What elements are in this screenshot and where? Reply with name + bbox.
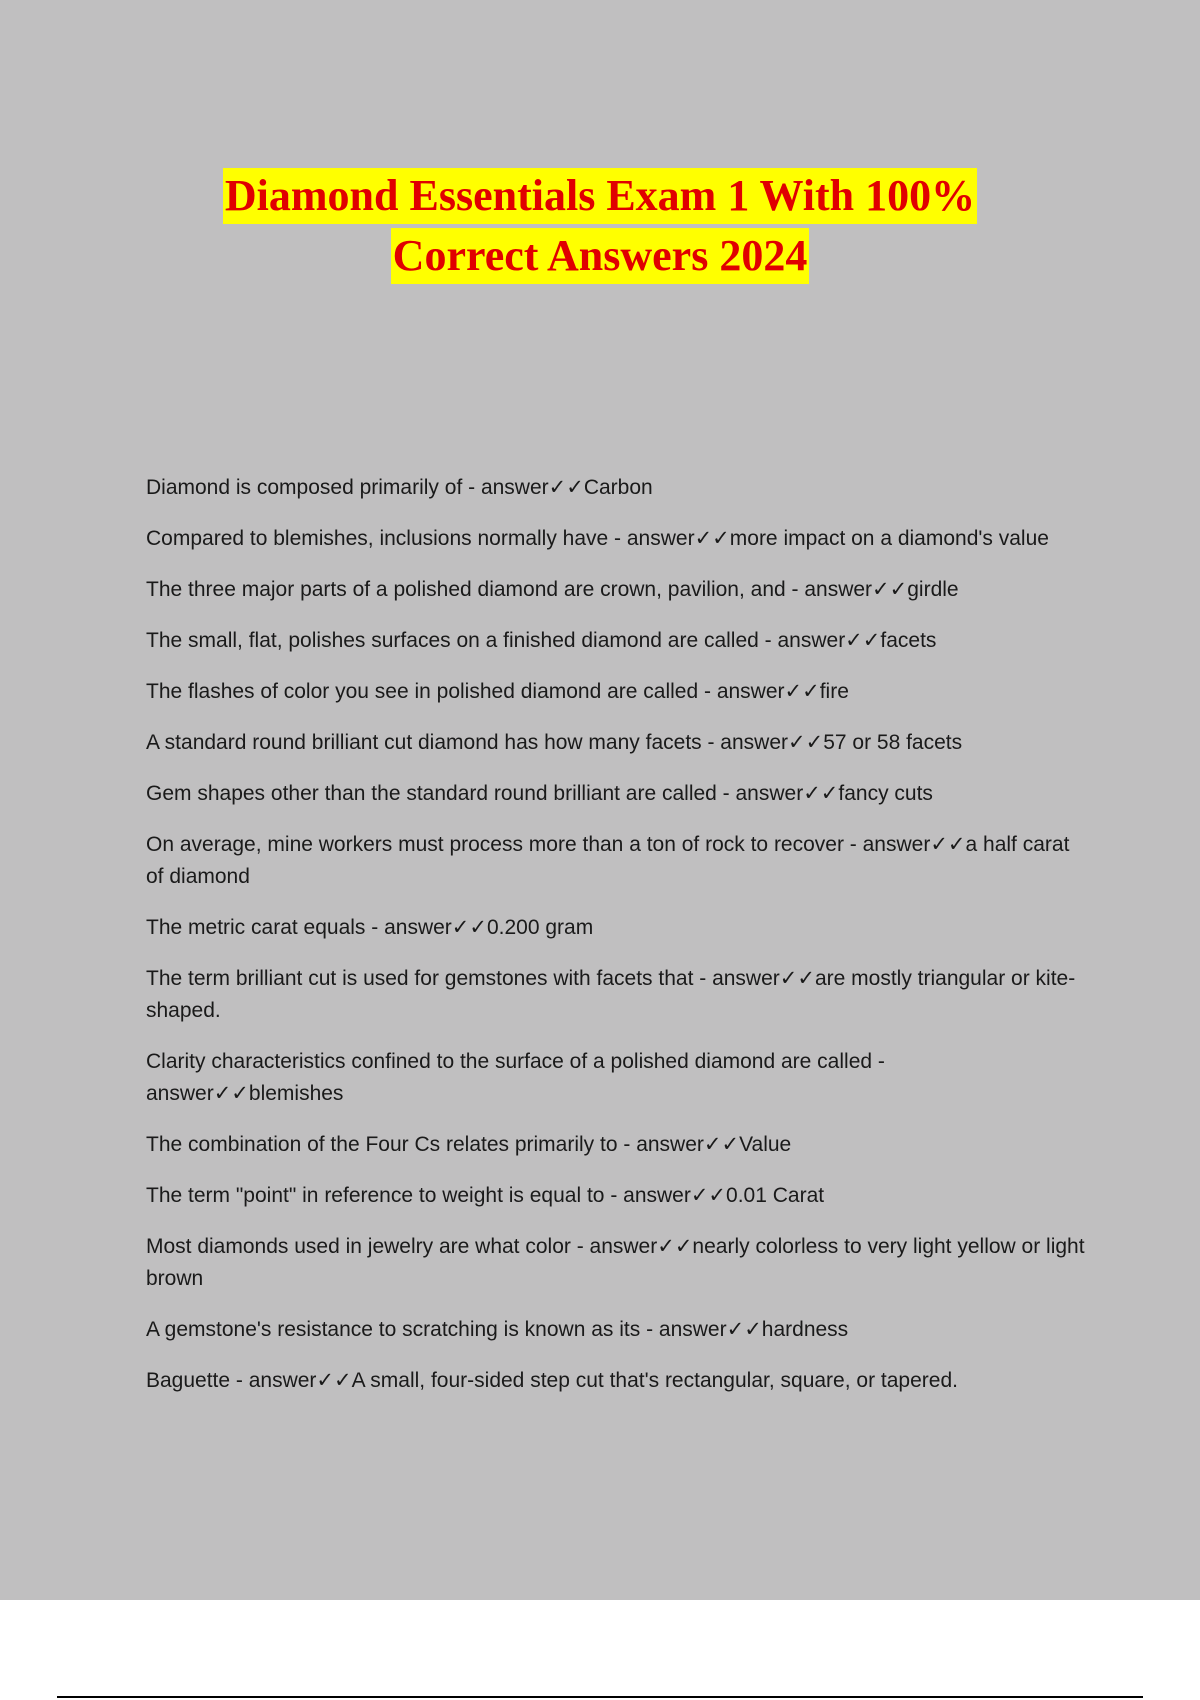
footer-divider — [57, 1696, 1143, 1698]
title-line-1: Diamond Essentials Exam 1 With 100% — [223, 168, 977, 224]
qa-item: Gem shapes other than the standard round brilliant are called - answer✓✓fancy cuts — [146, 782, 933, 805]
qa-item: Clarity characteristics confined to the surface of a polished diamond are called - answer✓✓blemishes — [146, 1050, 885, 1105]
document-title — [0, 168, 1200, 284]
qa-item: A gemstone's resistance to scratching is known as its - answer✓✓hardness — [146, 1318, 849, 1341]
question-answer-list — [146, 472, 1086, 1416]
qa-item: Compared to blemishes, inclusions normally have - answer✓✓more impact on a diamond's value — [146, 527, 1049, 550]
qa-item: The flashes of color you see in polished diamond are called - answer✓✓fire — [146, 680, 849, 703]
qa-item: The small, flat, polishes surfaces on a finished diamond are called - answer✓✓facets — [146, 629, 937, 652]
qa-item: The term "point" in reference to weight is equal to - answer✓✓0.01 Carat — [146, 1184, 825, 1207]
qa-item: Diamond is composed primarily of - answer✓✓Carbon — [146, 476, 653, 499]
qa-item: Most diamonds used in jewelry are what color - answer✓✓nearly colorless to very light yellow or light brown — [146, 1235, 1085, 1290]
qa-item: The combination of the Four Cs relates primarily to - answer✓✓Value — [146, 1133, 792, 1156]
qa-item: On average, mine workers must process more than a ton of rock to recover - answer✓✓a half carat of diamond — [146, 833, 1070, 888]
qa-item: The term brilliant cut is used for gemstones with facets that - answer✓✓are mostly triangular or kite- shaped. — [146, 967, 1076, 1022]
qa-item: A standard round brilliant cut diamond has how many facets - answer✓✓57 or 58 facets — [146, 731, 963, 754]
title-line-2: Correct Answers 2024 — [391, 228, 810, 284]
qa-item: The three major parts of a polished diamond are crown, pavilion, and - answer✓✓girdle — [146, 578, 959, 601]
qa-item: The metric carat equals - answer✓✓0.200 gram — [146, 916, 594, 939]
qa-item: Baguette - answer✓✓A small, four-sided step cut that's rectangular, square, or tapered. — [146, 1369, 958, 1392]
